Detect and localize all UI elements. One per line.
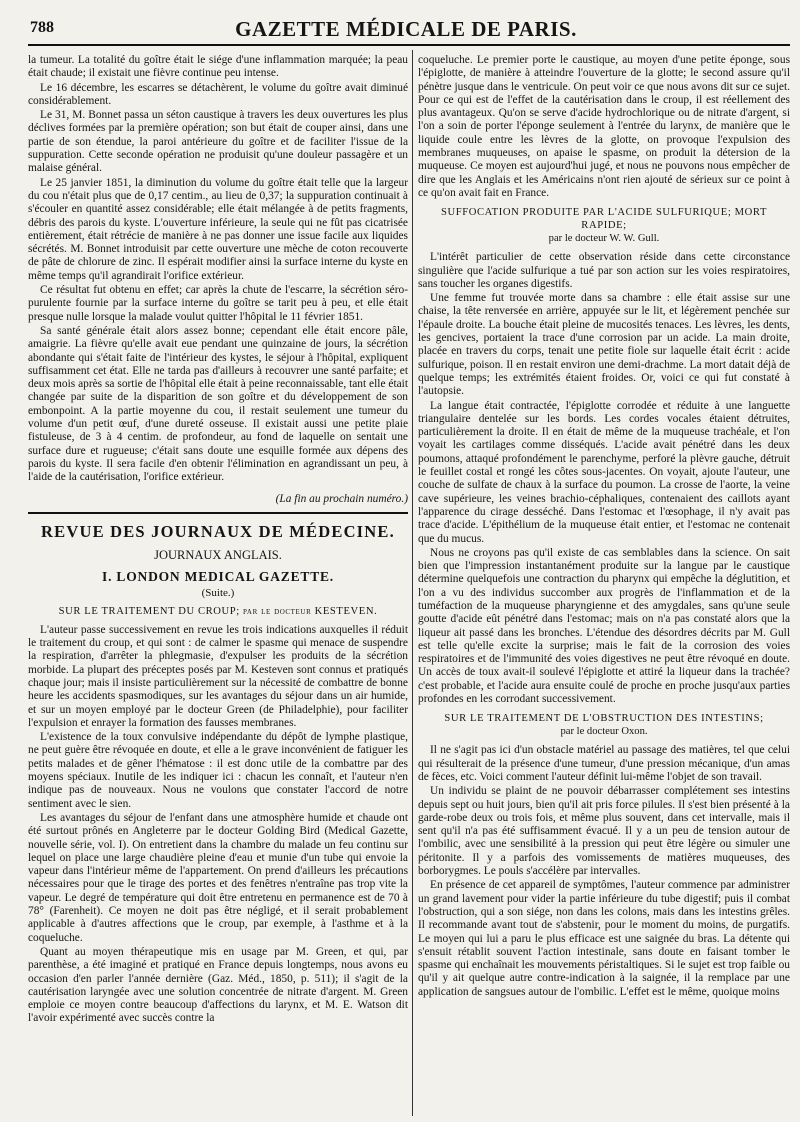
article-title — [28, 605, 408, 618]
paragraph: Il ne s'agit pas ici d'un obstacle matériel au passage des matières, tel que celui qui résulterait de la présence d'une tumeur, d'une pression mécanique, d'un amas de fèces, etc. Voici comment l'auteur définit lui-même l'objet de son travail. — [418, 744, 790, 783]
page-number: 788 — [30, 19, 54, 36]
paragraph: Le 25 janvier 1851, la diminution du volume du goître était telle que la largeur du cou n'était plus que de 0,17 centim., au lieu de 0,37; la suppuration continuait à s'écouler en quantité assez considérable; elle était mélangée à de petits fragments, débris des parois du kyste. L'ouverture inférieure, la seule qui ne fût pas cicatrisée entièrement, était rétrécie de manière à ne pas donner une issue facile aux liquides sécrétés. M. Bonnet introduisit par cette ouverture une mèche de coton recouverte de pâte de chlorure de zinc. Il espérait modifier ainsi la surface interne du kyste en même temps qu'il agrandirait l'orifice extérieur. — [28, 176, 408, 282]
paragraph: Quant au moyen thérapeutique mis en usage par M. Green, et qui, par parenthèse, a été imaginé et pratiqué en France depuis longtemps, nous avons eu occasion d'en parler l'année dernière (Gaz. Méd., 1850, p. 511); il s'agit de la cautérisation laryngée avec une solution concentrée de nitrate d'argent. M. Green emploie ce moyen contre beaucoup d'affections du larynx, et M. E. Watson dit l'avoir expérimenté avec succès contre la — [28, 945, 408, 1025]
paragraph: L'auteur passe successivement en revue les trois indications auxquelles il réduit le traitement du croup, et qui sont : de calmer le spasme qui menace de suspendre la respiration, d'arrêter la phlegmasie, d'expulser les produits de la sécrétion morbide. La plupart des préceptes posés par M. Kesteven sont connus et pratiqués chaque jour; mais il insiste particulièrement sur la nécessité de combattre de bonne heure les accidents spasmodiques, sur les avantages du séjour dans un air humide, et sur un moyen employé par le docteur Green (de Philadelphie), pour faciliter l'expulsion et enrayer la formation des fausses membranes. — [28, 623, 408, 729]
paragraph: Une femme fut trouvée morte dans sa chambre : elle était assise sur une chaise, la tête renversée en arrière, appuyée sur le lit, et légèrement penchée sur l'épaule droite. La bouche était pleine de mucosités tenaces. Les lèvres, les dents, les gencives, portaient la trace d'une corrosion par un acide. La main droite, placée en travers du corps, tenait une petite fiole sur laquelle était écrit : acide sulfurique, poison. Il en restait environ une demi-drachme. La mort datait déjà de quelque temps; les extrémités étaient froides. Or, voici ce qui fut constaté à l'autopsie. — [418, 292, 790, 398]
paragraph: Le 16 décembre, les escarres se détachèrent, le volume du goître avait diminué considérablement. — [28, 81, 408, 107]
paragraph: coqueluche. Le premier porte le caustique, au moyen d'une petite éponge, sous l'épiglotte, de manière à atteindre l'ouverture de la glotte; le second assure qu'il pénètre jusque dans le ventricule. On peut voir ce que nous avons dit sur ce sujet. Pour ce qui est de l'effet de la cautérisation dans le croup, il est réellement des plus avantageux. Qu'on se serve d'acide hydrochlorique ou de nitrate d'argent, si l'on a soin de porter l'éponge seulement à l'entrée du larynx, de manière que le liquide coule entre les lèvres de la glotte, on provoque l'expulsion des membranes muqueuses, on apaise le spasme, on produit la détersion de la muqueuse. Ce moyen est aujourd'hui jugé, et nous ne pouvons nous empêcher de dire que les Anglais et les Américains n'ont rien ajouté de sérieux sur ce point à ce qu'on avait fait en France. — [418, 54, 790, 199]
paragraph: En présence de cet appareil de symptômes, l'auteur commence par administrer un grand lavement pour vider la partie inférieure du tube digestif; puis il combat l'obstruction, qui a son siége, non dans les colons, mais dans les intestins grêles. Il recommande avant tout de s'abstenir, pour le moment du moins, de purgatifs. Le moyen qui lui a paru le plus efficace est une saignée du bras. La détente qui s'ensuit rétablit souvent l'action intestinale, sans doute en faisant tomber le spasme qui enchaînait les mouvements péristaltiques. Si le sujet est trop faible ou qu'il y ait quelque autre contre-indication à la saignée, il la remplace par une application de sangsues autour de l'ombilic. L'effet est le même, quoique moins — [418, 879, 790, 998]
paragraph: Nous ne croyons pas qu'il existe de cas semblables dans la science. On sait bien que l'impression instantanément produite sur la langue par le caustique détermine quelquefois une contraction du pharynx qui empêche la déglutition, et l'on a vu des individus succomber aux progrès de l'inflammation et de la tuméfaction de la muqueuse pharyngienne et des amygdales, sans qu'une seule goutte d'acide eût pénétré dans l'estomac; mais on n'a pas constaté alors que la liqueur ait passé dans les bronches. L'étendue des désordres décrits par M. Gull est telle qu'elle excite la surprise; mais le fait de la corrosion des voies respiratoires et de l'immunité des voies digestives ne peut être révoqué en doute. Un accès de toux avait-il soulevé l'épiglotte et attiré la liqueur dans la trachée? c'est probable, et l'acide aura ensuite coulé de proche en proche jusqu'aux parties profondes en les corrodant successivement. — [418, 546, 790, 706]
page-header — [22, 14, 790, 44]
article-author: par le docteur Oxon. — [560, 726, 648, 738]
article-title-text: SUR LE TRAITEMENT DU CROUP; par le docteur KESTEVEN. — [58, 605, 378, 617]
article-title-text: SUFFOCATION PRODUITE PAR L'ACIDE SULFURIQUE; MORT RAPIDE; — [440, 207, 768, 232]
paragraph: L'intérêt particulier de cette observation réside dans cette circonstance singulière que l'acide sulfurique a tué par son action sur les voies respiratoires, sans toucher les organes digestifs. — [418, 251, 790, 290]
paragraph: Le 31, M. Bonnet passa un séton caustique à travers les deux ouvertures les plus déclives formées par la première opération; son but était de couper ainsi, dans une partie de son étendue, la paroi antérieure du goître et de faciliter l'issue de la suppuration. Cette seconde opération ne produisit qu'une douleur passagère et un malaise général. — [28, 109, 408, 175]
article-title — [418, 712, 790, 738]
running-title: GAZETTE MÉDICALE DE PARIS. — [235, 17, 577, 41]
paragraph: Un individu se plaint de ne pouvoir débarrasser complétement ses intestins depuis sept ou huit jours, bien qu'il ait pris force pilules. Il s'est bien présenté à la garde-robe deux ou trois fois, et même plus souvent, dans cet intervalle, mais il sent qu'il n'a pas été suffisamment évacué. Il y a un peu de tension autour de l'ombilic, avec une sensibilité à la pression qui peut être légère ou simuler une péritonite. Il y a parfois des vomissements de matières muqueuses, des borborygmes. Le pouls s'accélère par intervalles. — [418, 785, 790, 878]
column-divider — [412, 50, 413, 1116]
paragraph: Les avantages du séjour de l'enfant dans une atmosphère humide et chaude ont été surtout prônés en Angleterre par le docteur Golding Bird (Medical Gazette, nouvelle série, vol. I). On entretient dans la chambre du malade un feu continu sur lequel on place une large chaudière pleine d'eau et munie d'un tube qui envoie la vapeur dans l'intérieur même de l'appartement. On prend d'ailleurs les précautions nécessaires pour que le tirage des portes et des fenêtres n'entraîne pas trop vite la vapeur. Le degré de température qui doit être entretenu en permanence est de 70 à 78° (Farenheit). Ce moyen ne doit pas être négligé, et il serait probablement applicable à d'autres affections que le croup, par exemple, à l'asthme et à la coqueluche. — [28, 811, 408, 944]
journal-title: I. LONDON MEDICAL GAZETTE. — [102, 568, 334, 584]
right-column — [418, 54, 790, 1116]
paragraph: Sa santé générale était alors assez bonne; cependant elle était encore pâle, amaigrie. La fièvre qu'elle avait eue pendant une quinzaine de jours, la sécrétion abondante qui s'était faite de l'intérieur des kystes, le séjour à l'hôpital, expliquent suffisamment cet état. Elle ne tarda pas d'ailleurs à recouvrer une santé parfaite; et deux mois après sa sortie de l'hôpital elle était à peine reconnaissable, tant elle était changée par suite de la disparition de son goître et du développement de son embonpoint. A la partie moyenne du cou, il restait seulement une tumeur du volume d'un petit œuf, d'une dureté osseuse. Il existait aussi une petite plaie fistuleuse, de 3 à 4 centim. de profondeur, au fond de laquelle on sentait une surface dure et rugueuse; c'était sans doute une esquille formée aux dépens des parois du kyste. Il sera facile d'en obtenir l'élimination en agrandissant un peu, à l'aide de la cautérisation, l'orifice extérieur. — [28, 324, 408, 484]
article-title-text: SUR LE TRAITEMENT DE L'OBSTRUCTION DES INTESTINS; — [444, 713, 764, 725]
header-rule — [28, 44, 790, 46]
paragraph: Ce résultat fut obtenu en effet; car après la chute de l'escarre, la sécrétion séro-purulente fournie par la surface interne du goître se tarit peu à peu, et elle était presque nulle lorsque la malade voulut quitter l'hôpital le 11 février 1851. — [28, 284, 408, 323]
paragraph: La langue était contractée, l'épiglotte corrodée et réduite à une languette triangulaire dentelée sur les bords. Les cordes vocales étaient détruites, particulièrement la droite. Il en était de même de la muqueuse trachéale, et l'on voyait les cartilages comme disséqués. L'acide avait pénétré dans les deux poumons, attaqué profondément le parenchyme, perforé la plèvre gauche, détruit le feuillet costal et rongé les côtes sous-jacentes. On voyait, ajoute l'auteur, une couche de sulfate de chaux à la surface du poumon. La crosse de l'aorte, la veine cave supérieure, les veines brachio-céphaliques, contenaient des caillots ayant l'apparence du cirage desséché. Dans l'estomac et l'œsophage, il n'y avait pas trace d'acide. L'épithélium de la muqueuse était entier, et l'estomac ne contenait que du mucus. — [418, 399, 790, 545]
suite-label: (Suite.) — [201, 586, 235, 599]
article-title — [418, 206, 790, 245]
continuation-note: (La fin au prochain numéro.) — [275, 492, 408, 505]
article-author: par le docteur W. W. Gull. — [548, 233, 660, 245]
paragraph: la tumeur. La totalité du goître était le siége d'une inflammation marquée; la peau était chaude; il existait une fièvre continue peu intense. — [28, 54, 408, 80]
section-title: REVUE DES JOURNAUX DE MÉDECINE. — [41, 521, 395, 541]
section-rule — [28, 512, 408, 514]
subsection-title: JOURNAUX ANGLAIS. — [154, 547, 282, 562]
paragraph: L'existence de la toux convulsive indépendante du dépôt de lymphe plastique, ne peut guère être révoquée en doute, et elle a le grave inconvénient de fatiguer les petits malades et de gêner l'hématose : il est donc utile de la combattre par des moyens spéciaux. Inutile de les indiquer ici : chacun les connaît, et l'auteur n'en indique pas de nouveaux. Nous ne voulons que constater l'accord de notre sentiment avec le sien. — [28, 731, 408, 810]
left-column — [28, 54, 408, 1116]
